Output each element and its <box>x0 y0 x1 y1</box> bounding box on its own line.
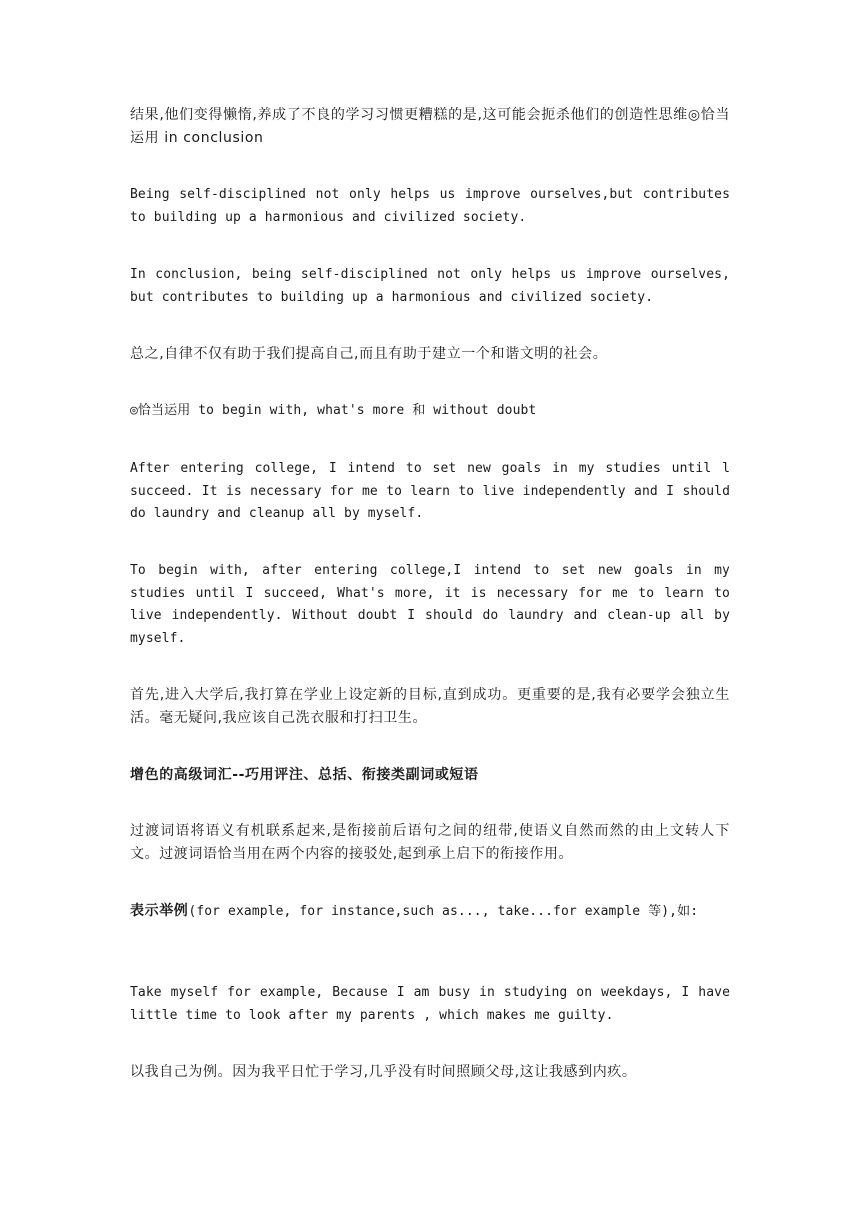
example-label: 表示举例 <box>130 903 189 919</box>
paragraph-result-laziness: 结果,他们变得懒惰,养成了不良的学习习惯更糟糕的是,这可能会扼杀他们的创造性思维◎恰当运用 in conclusion <box>130 107 730 146</box>
paragraph-example-usage <box>130 900 730 924</box>
paragraph-usage-tip: ◎恰当运用 to begin with, what's more 和 without doubt <box>130 403 537 418</box>
section-heading: 增色的高级词汇--巧用评注、总括、衔接类副词或短语 <box>130 767 479 783</box>
paragraph-example-sentence-1: Being self-disciplined not only helps us improve ourselves,but contributes to building up a harmonious and civilized society. <box>130 187 730 225</box>
paragraph-example-sentence-2: After entering college, I intend to set new goals in my studies until l succeed. It is necessary for me to learn to live independently and I should do laundry and cleanup all by myself. <box>130 461 730 521</box>
paragraph-example-sentence-3: Take myself for example, Because I am busy in studying on weekdays, I have little time to look after my parents , which makes me guilty. <box>130 985 730 1023</box>
paragraph-transition-words: 过渡词语将语义有机联系起来,是衔接前后语句之间的纽带,使语义自然而然的由上文转人下文。过渡词语恰当用在两个内容的接驳处,起到承上启下的衔接作用。 <box>130 823 730 862</box>
paragraph-translation-3: 以我自己为例。因为我平日忙于学习,几乎没有时间照顾父母,这让我感到内疚。 <box>130 1064 637 1080</box>
paragraph-translation-1: 总之,自律不仅有助于我们提高自己,而且有助于建立一个和谐文明的社会。 <box>130 346 608 362</box>
paragraph-translation-2: 首先,进入大学后,我打算在学业上设定新的目标,直到成功。更重要的是,我有必要学会独立生活。毫无疑问,我应该自己洗衣服和打扫卫生。 <box>130 687 730 726</box>
paragraph-improved-sentence-2: To begin with, after entering college,I intend to set new goals in my studies until I succeed, What's more, it is necessary for me to learn to live independently. Without doubt I should do laundry and clean-up all by myself. <box>130 563 730 646</box>
example-phrases: (for example, for instance,such as..., take...for example 等),如: <box>188 904 699 919</box>
paragraph-improved-sentence-1: In conclusion, being self-disciplined not only helps us improve ourselves, but contributes to building up a harmonious and civilized society. <box>130 267 730 305</box>
